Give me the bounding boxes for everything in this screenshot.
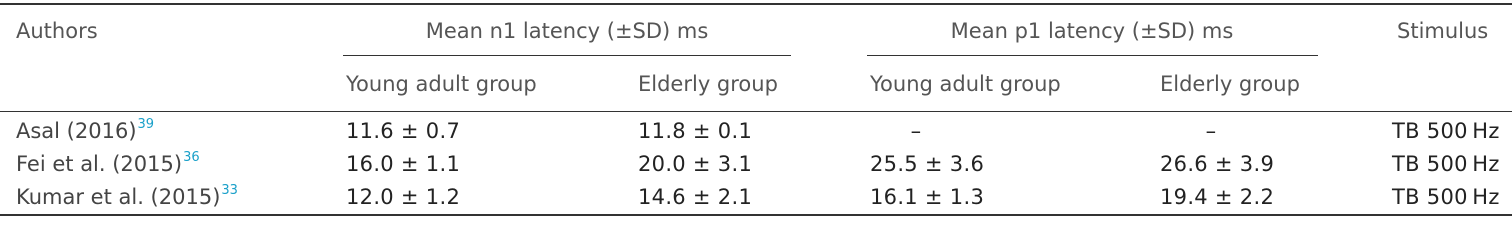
n1-group-underline: [343, 55, 791, 56]
table-bottom-rule: [0, 214, 1512, 216]
n1-elderly-value: 14.6 ± 2.1: [638, 185, 753, 209]
p1-young-value: 16.1 ± 1.3: [870, 185, 985, 209]
stimulus-value: TB 500 Hz: [1392, 119, 1500, 143]
n1-young-value: 11.6 ± 0.7: [346, 119, 461, 143]
author-name: Kumar et al. (2015): [16, 185, 221, 209]
header-bottom-rule: [0, 111, 1512, 112]
p1-latency-header: Mean p1 latency (±SD) ms: [950, 19, 1234, 43]
citation-link[interactable]: 39: [137, 117, 155, 132]
p1-young-header: Young adult group: [870, 72, 1061, 96]
p1-elderly-header: Elderly group: [1160, 72, 1300, 96]
table-row-author: [16, 184, 238, 210]
author-name: Asal (2016): [16, 119, 137, 143]
table-row-author: [16, 118, 154, 144]
n1-latency-header: Mean n1 latency (±SD) ms: [425, 19, 709, 43]
p1-elderly-value: 26.6 ± 3.9: [1160, 152, 1275, 176]
stimulus-value: TB 500 Hz: [1392, 152, 1500, 176]
p1-elderly-value: –: [1205, 119, 1217, 143]
n1-young-header: Young adult group: [346, 72, 537, 96]
n1-young-value: 12.0 ± 1.2: [346, 185, 461, 209]
p1-elderly-value: 19.4 ± 2.2: [1160, 185, 1275, 209]
citation-link[interactable]: 36: [183, 150, 200, 165]
stimulus-header: Stimulus: [1397, 19, 1489, 43]
p1-young-value: –: [910, 119, 922, 143]
p1-group-underline: [867, 55, 1318, 56]
p1-young-value: 25.5 ± 3.6: [870, 152, 985, 176]
citation-link[interactable]: 33: [221, 183, 238, 198]
authors-header: Authors: [16, 19, 98, 43]
table-top-rule: [0, 3, 1512, 5]
n1-elderly-value: 11.8 ± 0.1: [638, 119, 753, 143]
n1-elderly-header: Elderly group: [638, 72, 778, 96]
n1-elderly-value: 20.0 ± 3.1: [638, 152, 753, 176]
n1-young-value: 16.0 ± 1.1: [346, 152, 461, 176]
table-row-author: [16, 151, 200, 177]
author-name: Fei et al. (2015): [16, 152, 183, 176]
stimulus-value: TB 500 Hz: [1392, 185, 1500, 209]
